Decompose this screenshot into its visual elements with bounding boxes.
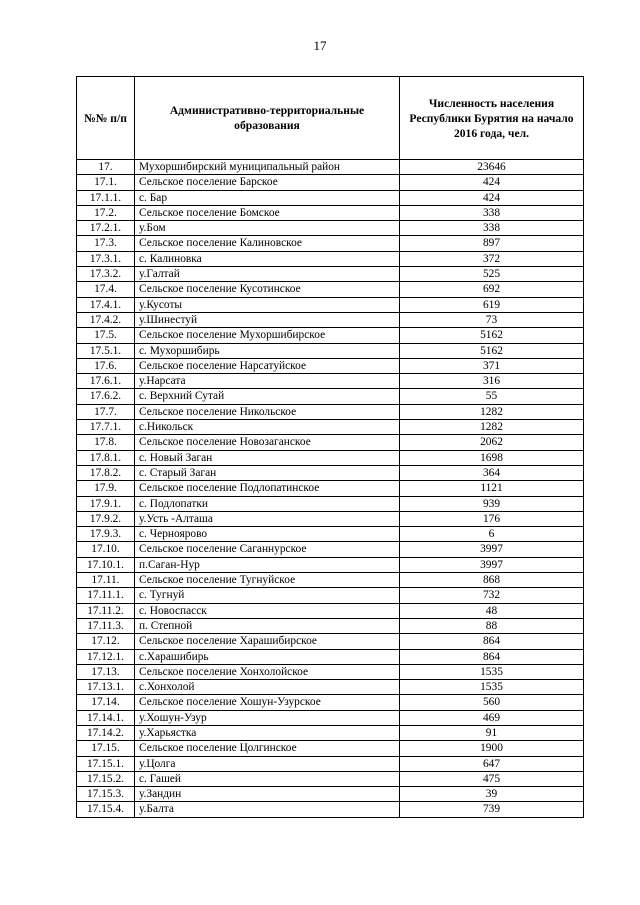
row-population: 316 (400, 374, 584, 389)
row-population: 1282 (400, 404, 584, 419)
row-number: 17.11.3. (77, 618, 135, 633)
row-population: 525 (400, 267, 584, 282)
table-header-row (77, 77, 584, 160)
row-population: 2062 (400, 435, 584, 450)
table-row (77, 190, 584, 205)
table-row (77, 511, 584, 526)
row-name: у.Балта (135, 802, 400, 817)
row-population: 939 (400, 496, 584, 511)
table-row (77, 573, 584, 588)
row-name: с.Харашибирь (135, 649, 400, 664)
row-population: 338 (400, 205, 584, 220)
header-number: №№ п/п (77, 77, 135, 160)
row-name: Сельское поселение Подлопатинское (135, 481, 400, 496)
row-number: 17.3. (77, 236, 135, 251)
row-name: с. Черноярово (135, 527, 400, 542)
row-number: 17.2.1. (77, 221, 135, 236)
row-number: 17. (77, 160, 135, 175)
row-population: 338 (400, 221, 584, 236)
row-number: 17.1. (77, 175, 135, 190)
row-population: 868 (400, 573, 584, 588)
row-number: 17.11.1. (77, 588, 135, 603)
row-name: Сельское поселение Нарсатуйское (135, 358, 400, 373)
row-population: 692 (400, 282, 584, 297)
row-name: п.Саган-Нур (135, 557, 400, 572)
row-population: 5162 (400, 328, 584, 343)
row-population: 23646 (400, 160, 584, 175)
row-number: 17.11.2. (77, 603, 135, 618)
table-row (77, 282, 584, 297)
row-name: Сельское поселение Кусотинское (135, 282, 400, 297)
table-row (77, 664, 584, 679)
row-name: с. Новый Заган (135, 450, 400, 465)
row-name: у.Нарсата (135, 374, 400, 389)
row-population: 739 (400, 802, 584, 817)
header-name: Административно-территориальные образования (135, 77, 400, 160)
row-population: 48 (400, 603, 584, 618)
table-row (77, 649, 584, 664)
row-number: 17.7.1. (77, 420, 135, 435)
table-row (77, 328, 584, 343)
row-name: Сельское поселение Цолгинское (135, 741, 400, 756)
row-number: 17.15.2. (77, 771, 135, 786)
row-population: 364 (400, 465, 584, 480)
table-row (77, 404, 584, 419)
row-number: 17.3.2. (77, 267, 135, 282)
row-number: 17.4.2. (77, 312, 135, 327)
row-population: 5162 (400, 343, 584, 358)
row-number: 17.6.1. (77, 374, 135, 389)
row-number: 17.14.2. (77, 725, 135, 740)
row-population: 372 (400, 251, 584, 266)
table-row (77, 160, 584, 175)
row-name: у.Бом (135, 221, 400, 236)
row-population: 371 (400, 358, 584, 373)
table-row (77, 236, 584, 251)
table-row (77, 618, 584, 633)
row-number: 17.9. (77, 481, 135, 496)
table-row (77, 527, 584, 542)
row-number: 17.6.2. (77, 389, 135, 404)
row-name: с. Новоспасск (135, 603, 400, 618)
table-row (77, 221, 584, 236)
row-name: с. Бар (135, 190, 400, 205)
row-name: Сельское поселение Хонхолойское (135, 664, 400, 679)
row-population: 88 (400, 618, 584, 633)
table-row (77, 297, 584, 312)
table-row (77, 756, 584, 771)
row-number: 17.3.1. (77, 251, 135, 266)
row-population: 1900 (400, 741, 584, 756)
row-population: 424 (400, 175, 584, 190)
row-name: у.Галтай (135, 267, 400, 282)
row-population: 39 (400, 787, 584, 802)
row-population: 176 (400, 511, 584, 526)
row-population: 1282 (400, 420, 584, 435)
table-row (77, 450, 584, 465)
table-row (77, 741, 584, 756)
table-row (77, 420, 584, 435)
table-row (77, 680, 584, 695)
row-number: 17.9.3. (77, 527, 135, 542)
table-row (77, 695, 584, 710)
row-name: Сельское поселение Хошун-Узурское (135, 695, 400, 710)
row-number: 17.14. (77, 695, 135, 710)
row-name: Сельское поселение Никольское (135, 404, 400, 419)
row-name: с.Никольск (135, 420, 400, 435)
row-name: с. Подлопатки (135, 496, 400, 511)
row-population: 897 (400, 236, 584, 251)
row-name: у.Зандин (135, 787, 400, 802)
row-name: у.Шинестуй (135, 312, 400, 327)
table-row (77, 389, 584, 404)
table-row (77, 557, 584, 572)
row-name: у.Хошун-Узур (135, 710, 400, 725)
row-number: 17.13. (77, 664, 135, 679)
row-population: 1535 (400, 680, 584, 695)
table-row (77, 725, 584, 740)
row-name: Сельское поселение Харашибирское (135, 634, 400, 649)
row-name: с. Верхний Сутай (135, 389, 400, 404)
population-table (76, 76, 584, 818)
row-number: 17.8.1. (77, 450, 135, 465)
row-name: Сельское поселение Новозаганское (135, 435, 400, 450)
page-number: 17 (313, 38, 327, 53)
row-population: 469 (400, 710, 584, 725)
row-name: у.Усть -Алташа (135, 511, 400, 526)
row-population: 1121 (400, 481, 584, 496)
row-number: 17.5.1. (77, 343, 135, 358)
table-row (77, 175, 584, 190)
row-population: 55 (400, 389, 584, 404)
row-number: 17.14.1. (77, 710, 135, 725)
row-number: 17.8. (77, 435, 135, 450)
table-row (77, 542, 584, 557)
table-row (77, 496, 584, 511)
row-number: 17.6. (77, 358, 135, 373)
row-number: 17.2. (77, 205, 135, 220)
row-population: 3997 (400, 557, 584, 572)
row-name: с. Калиновка (135, 251, 400, 266)
row-population: 1535 (400, 664, 584, 679)
row-population: 864 (400, 634, 584, 649)
table-row (77, 465, 584, 480)
row-population: 619 (400, 297, 584, 312)
row-name: у.Кусоты (135, 297, 400, 312)
row-number: 17.11. (77, 573, 135, 588)
table-row (77, 802, 584, 817)
row-name: у.Харьястка (135, 725, 400, 740)
row-name: п. Степной (135, 618, 400, 633)
row-number: 17.5. (77, 328, 135, 343)
row-population: 647 (400, 756, 584, 771)
row-population: 1698 (400, 450, 584, 465)
row-name: Сельское поселение Мухоршибирское (135, 328, 400, 343)
table-row (77, 771, 584, 786)
row-number: 17.13.1. (77, 680, 135, 695)
table-row (77, 343, 584, 358)
table-row (77, 710, 584, 725)
table-row (77, 374, 584, 389)
row-population: 424 (400, 190, 584, 205)
table-row (77, 588, 584, 603)
row-number: 17.12.1. (77, 649, 135, 664)
row-number: 17.8.2. (77, 465, 135, 480)
row-number: 17.4. (77, 282, 135, 297)
row-number: 17.15.4. (77, 802, 135, 817)
table-row (77, 435, 584, 450)
row-population: 475 (400, 771, 584, 786)
row-number: 17.1.1. (77, 190, 135, 205)
row-number: 17.15. (77, 741, 135, 756)
row-name: с. Мухоршибирь (135, 343, 400, 358)
table-row (77, 205, 584, 220)
row-population: 91 (400, 725, 584, 740)
row-population: 560 (400, 695, 584, 710)
row-population: 732 (400, 588, 584, 603)
row-number: 17.9.2. (77, 511, 135, 526)
table-row (77, 267, 584, 282)
table-row (77, 787, 584, 802)
row-number: 17.15.1. (77, 756, 135, 771)
row-name: Сельское поселение Барское (135, 175, 400, 190)
table-row (77, 251, 584, 266)
header-population: Численность населения Республики Бурятия на начало 2016 года, чел. (400, 77, 584, 160)
table-row (77, 603, 584, 618)
row-name: с. Гашей (135, 771, 400, 786)
row-name: с. Тугнуй (135, 588, 400, 603)
row-population: 3997 (400, 542, 584, 557)
row-number: 17.7. (77, 404, 135, 419)
row-name: Сельское поселение Саганнурское (135, 542, 400, 557)
row-name: Сельское поселение Калиновское (135, 236, 400, 251)
row-number: 17.10. (77, 542, 135, 557)
row-name: Сельское поселение Тугнуйское (135, 573, 400, 588)
row-name: Сельское поселение Бомское (135, 205, 400, 220)
row-name: с. Старый Заган (135, 465, 400, 480)
table-row (77, 358, 584, 373)
row-number: 17.15.3. (77, 787, 135, 802)
row-name: у.Цолга (135, 756, 400, 771)
row-population: 864 (400, 649, 584, 664)
row-population: 6 (400, 527, 584, 542)
row-number: 17.12. (77, 634, 135, 649)
row-number: 17.10.1. (77, 557, 135, 572)
table-row (77, 481, 584, 496)
row-population: 73 (400, 312, 584, 327)
row-number: 17.4.1. (77, 297, 135, 312)
row-number: 17.9.1. (77, 496, 135, 511)
table-row (77, 312, 584, 327)
row-name: с.Хонхолой (135, 680, 400, 695)
row-name: Мухоршибирский муниципальный район (135, 160, 400, 175)
table-row (77, 634, 584, 649)
